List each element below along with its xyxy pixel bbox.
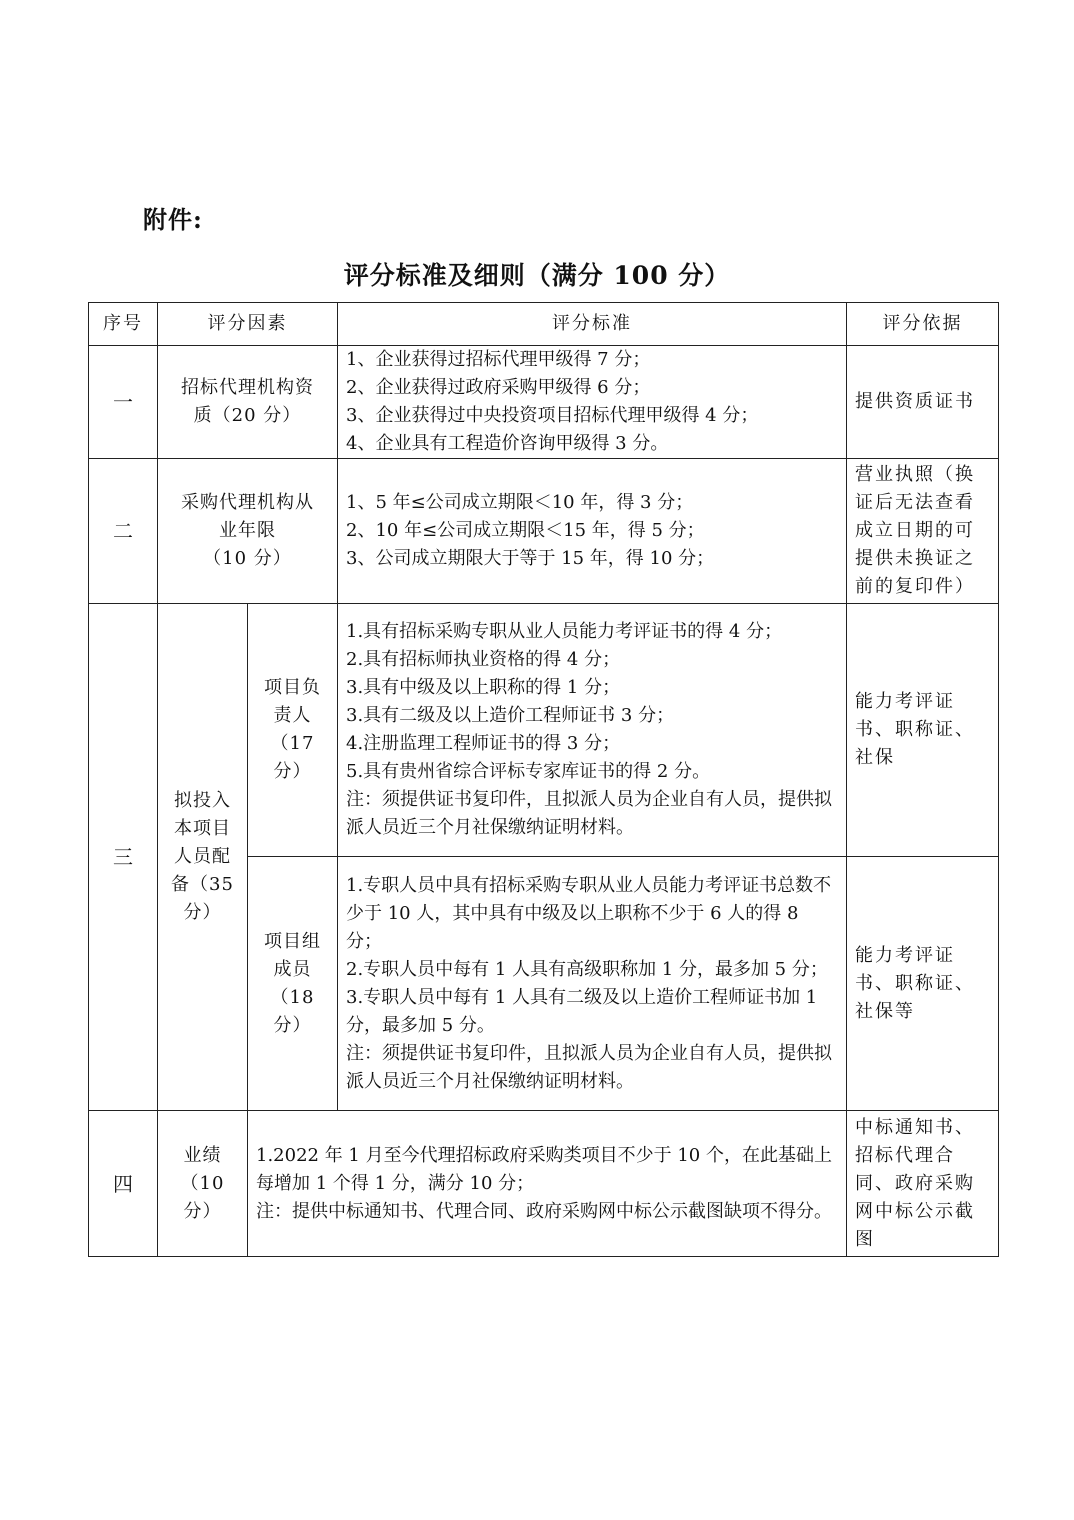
row-standard <box>248 1111 847 1257</box>
standard-line: 3、企业获得过中央投资项目招标代理甲级得 4 分； <box>346 405 759 426</box>
standard-line: 2.具有招标师执业资格的得 4 分； <box>346 649 621 670</box>
standard-line: 3.具有中级及以上职称的得 1 分； <box>346 677 621 698</box>
row-standard <box>338 346 847 459</box>
standard-note: 注：提供中标通知书、代理合同、政府采购网中标公示截图缺项不得分。 <box>256 1200 832 1222</box>
row-seq: 一 <box>89 346 158 459</box>
row-factor: 招标代理机构资质（20 分） <box>158 346 338 459</box>
row-standard <box>338 604 847 857</box>
standard-line: 4、企业具有工程造价咨询甲级得 3 分。 <box>346 433 669 454</box>
header-seq: 序号 <box>89 303 158 346</box>
row-factor: 拟投入本项目人员配备（35 分） <box>158 604 248 1111</box>
standard-line: 1、企业获得过招标代理甲级得 7 分； <box>346 349 651 370</box>
standard-line: 5.具有贵州省综合评标专家库证书的得 2 分。 <box>346 761 711 782</box>
header-basis: 评分依据 <box>847 303 999 346</box>
row-standard <box>338 857 847 1111</box>
header-factor: 评分因素 <box>158 303 338 346</box>
sub-factor: 项目负责人（17 分） <box>248 604 338 857</box>
row-seq: 四 <box>89 1111 158 1257</box>
standard-line: 3.具有二级及以上造价工程师证书 3 分； <box>346 705 675 726</box>
table-row <box>89 1111 999 1257</box>
standard-line: 1.专职人员中具有招标采购专职从业人员能力考评证书总数不少于 10 人，其中具有中级及以上职称不少于 6 人的得 8 分； <box>346 874 832 952</box>
row-basis: 提供资质证书 <box>847 346 999 459</box>
row-standard <box>338 459 847 604</box>
row-factor: 业绩（10 分） <box>158 1111 248 1257</box>
row-seq: 三 <box>89 604 158 1111</box>
table-row <box>89 459 999 604</box>
attachment-label: 附件: <box>143 205 203 234</box>
standard-line: 2.专职人员中每有 1 人具有高级职称加 1 分，最多加 5 分； <box>346 958 828 980</box>
document-title: 评分标准及细则（满分 100 分） <box>343 261 731 290</box>
row-seq: 二 <box>89 459 158 604</box>
standard-line: 3.专职人员中每有 1 人具有二级及以上造价工程师证书加 1 分，最多加 5 分。 <box>346 986 818 1036</box>
header-standard: 评分标准 <box>338 303 847 346</box>
table-row <box>89 604 999 857</box>
standard-line: 2、10 年≤公司成立期限＜15 年，得 5 分； <box>346 520 705 541</box>
scoring-table <box>88 302 999 1257</box>
standard-note: 注：须提供证书复印件，且拟派人员为企业自有人员，提供拟派人员近三个月社保缴纳证明材料。 <box>346 1042 832 1092</box>
table-header-row <box>89 303 999 346</box>
row-basis: 能力考评证书、职称证、社保等 <box>847 857 999 1111</box>
standard-note: 注：须提供证书复印件，且拟派人员为企业自有人员，提供拟派人员近三个月社保缴纳证明材料。 <box>346 789 832 838</box>
row-basis: 中标通知书、招标代理合同、政府采购网中标公示截图 <box>847 1111 999 1257</box>
standard-line: 1.具有招标采购专职从业人员能力考评证书的得 4 分； <box>346 621 783 642</box>
standard-line: 1.2022 年 1 月至今代理招标政府采购类项目不少于 10 个，在此基础上每增加 1 个得 1 分，满分 10 分； <box>256 1144 832 1194</box>
standard-line: 3、公司成立期限大于等于 15 年，得 10 分； <box>346 548 715 569</box>
factor-line: 采购代理机构从业年限 <box>181 492 314 541</box>
factor-line: （10 分） <box>203 548 292 569</box>
standard-line: 4.注册监理工程师证书的得 3 分； <box>346 733 621 754</box>
standard-line: 1、5 年≤公司成立期限＜10 年，得 3 分； <box>346 492 694 513</box>
sub-factor: 项目组成员（18 分） <box>248 857 338 1111</box>
standard-line: 2、企业获得过政府采购甲级得 6 分； <box>346 377 651 398</box>
table-row <box>89 346 999 459</box>
row-factor <box>158 459 338 604</box>
row-basis: 能力考评证书、职称证、社保 <box>847 604 999 857</box>
row-basis: 营业执照（换证后无法查看成立日期的可提供未换证之前的复印件） <box>847 459 999 604</box>
